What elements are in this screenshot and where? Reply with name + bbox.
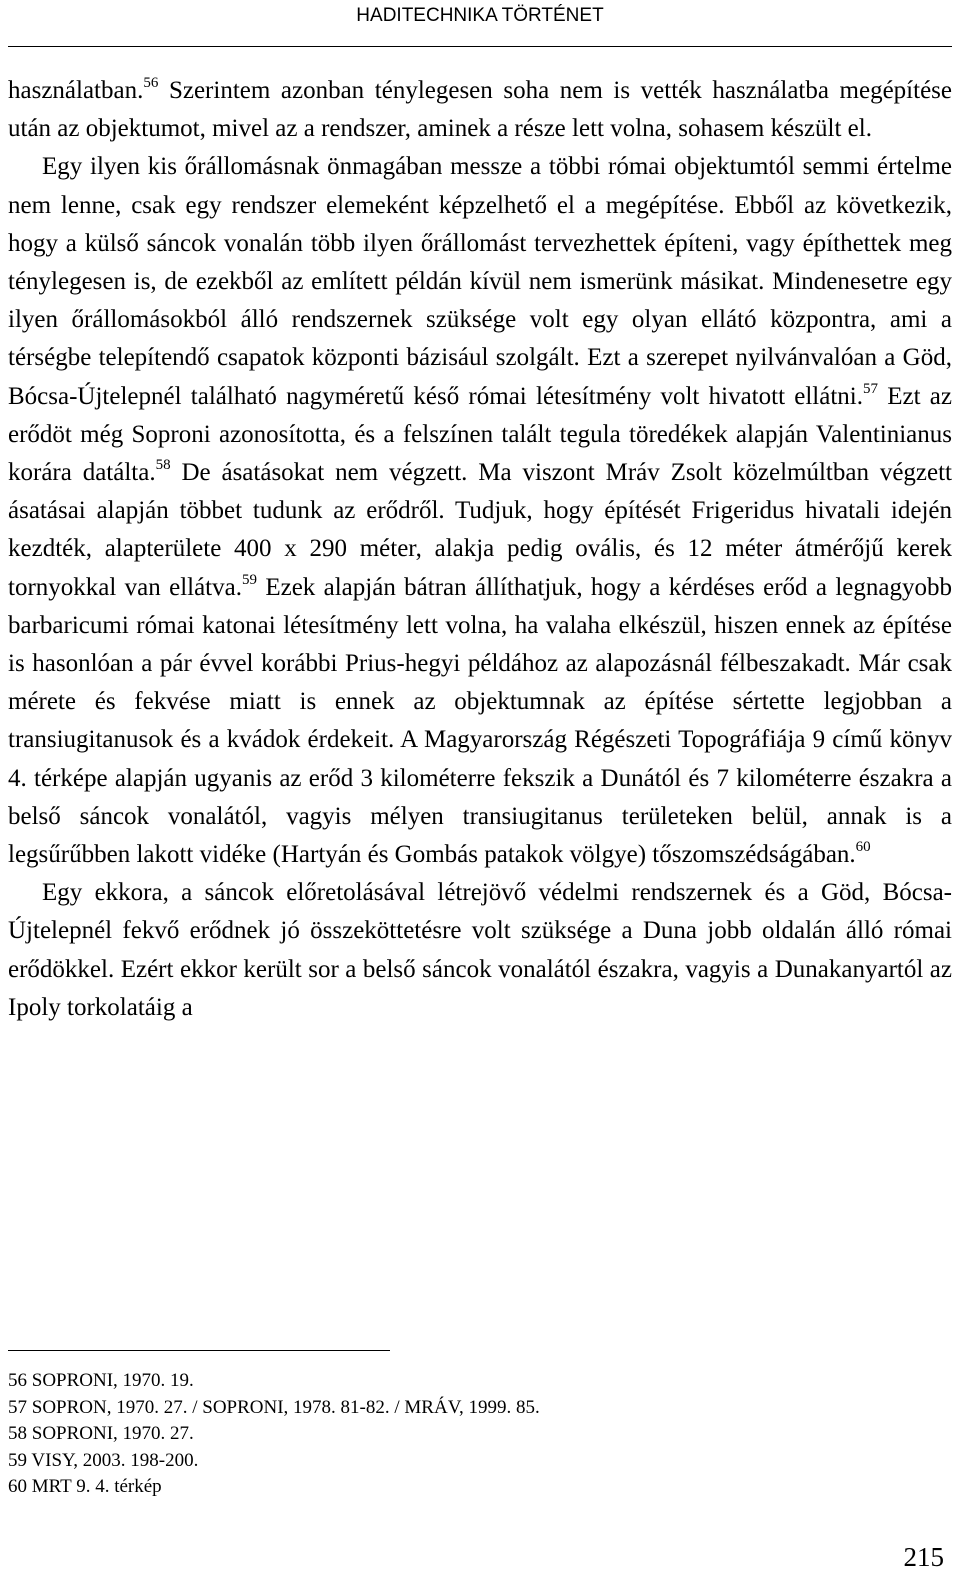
paragraph <box>8 874 952 1027</box>
footnote-separator <box>8 1350 390 1351</box>
paragraph-text: Egy ekkora, a sáncok előretolásával létrejövő védelmi rendszernek és a Göd, Bócsa-Újtelepnél fekvő erődnek jó összeköttetésre volt szüksége a Duna jobb oldalán álló római erődökkel. Ezért ekkor került sor a belső sáncok vonalától északra, vagyis a Dunakanyartól az Ipoly torkolatáig a <box>8 879 952 1021</box>
paragraph <box>8 148 952 874</box>
footnote-ref: 57 <box>862 380 878 397</box>
footnote-ref: 56 <box>143 75 159 91</box>
footnote: 57 SOPRON, 1970. 27. / SOPRONI, 1978. 81-82. / MRÁV, 1999. 85. <box>8 1396 540 1418</box>
header-rule <box>8 46 952 47</box>
paragraph-text: Szerintem azonban ténylegesen soha nem is vették használatba megépítése után az objektumot, mivel az a rendszer, aminek a része lett volna, sohasem készült el. <box>8 77 952 143</box>
running-header <box>0 0 960 48</box>
paragraph-text: De ásatásokat nem végzett. Ma viszont Mráv Zsolt közelmúltban végzett ásatásai alapján többet tudunk az erődről. Tudjuk, hogy építését Frigeridus hivatali idején kezdték, alapterülete 400 x 290 méter, alakja pedig ovális, és 12 méter átmérőjű kerek tornyokkal van ellátva. <box>8 459 952 601</box>
paragraph-text: használatban. <box>8 77 144 104</box>
footnote-ref: 58 <box>155 457 171 474</box>
page-number: 215 <box>903 1542 944 1572</box>
running-title: HADITECHNIKA TÖRTÉNET <box>356 5 604 26</box>
footnote: 56 SOPRONI, 1970. 19. <box>8 1370 194 1391</box>
footnote-ref: 60 <box>855 839 871 856</box>
body-text <box>8 72 952 1027</box>
footnote-ref: 59 <box>241 571 257 588</box>
paragraph-text: Ezek alapján bátran állíthatjuk, hogy a kérdéses erőd a legnagyobb barbaricumi római katonai létesítmény lett volna, ha valaha elkészül, hiszen ennek az építése is hasonlóan a pár évvel korábbi Prius-hegyi példához az alapozásnál félbeszakadt. Már csak mérete és fekvése miatt is ennek az objektumnak az építése sértette legjobban a transiugitanusok és a kvádok érdekeit. A Magyarország Régészeti Topográfiája 9 című könyv 4. térképe alapján ugyanis az erőd 3 kilométerre fekszik a Dunától és 7 kilométerre északra a belső sáncok vonalától, vagyis mélyen transiugitanus területeken belül, annak is a legsűrűbben lakott vidéke (Hartyán és Gombás patakok völgye) tőszomszédságában. <box>8 573 952 869</box>
footnote: 58 SOPRONI, 1970. 27. <box>8 1423 194 1444</box>
footnote: 60 MRT 9. 4. térkép <box>8 1476 162 1497</box>
paragraph <box>8 72 952 148</box>
paragraph-text: Egy ilyen kis őrállomásnak önmagában messze a többi római objektumtól semmi értelme nem lenne, csak egy rendszer elemeként képzelhető el a megépítése. Ebből az következik, hogy a külső sáncok vonalán több ilyen őrállomást tervezhettek építeni, vagy építhettek meg ténylegesen is, de ezekből az említett példán kívül nem ismerünk másikat. Mindenesetre egy ilyen őrállomásokból álló rendszernek szüksége volt egy olyan ellátó központra, ami a térségbe telepítendő csapatok központi bázisául szolgált. Ezt a szerepet nyilvánvalóan a Göd, Bócsa-Újtelepnél található nagyméretű késő római létesítmény volt hivatott ellátni. <box>8 153 952 410</box>
footnotes <box>8 1368 948 1501</box>
paragraph-text: Ezt az erődöt még Soproni azonosította, és a felszínen talált tegula töredékek alapján Valentinianus korára datálta. <box>8 382 952 487</box>
footnote: 59 VISY, 2003. 198-200. <box>8 1449 199 1471</box>
